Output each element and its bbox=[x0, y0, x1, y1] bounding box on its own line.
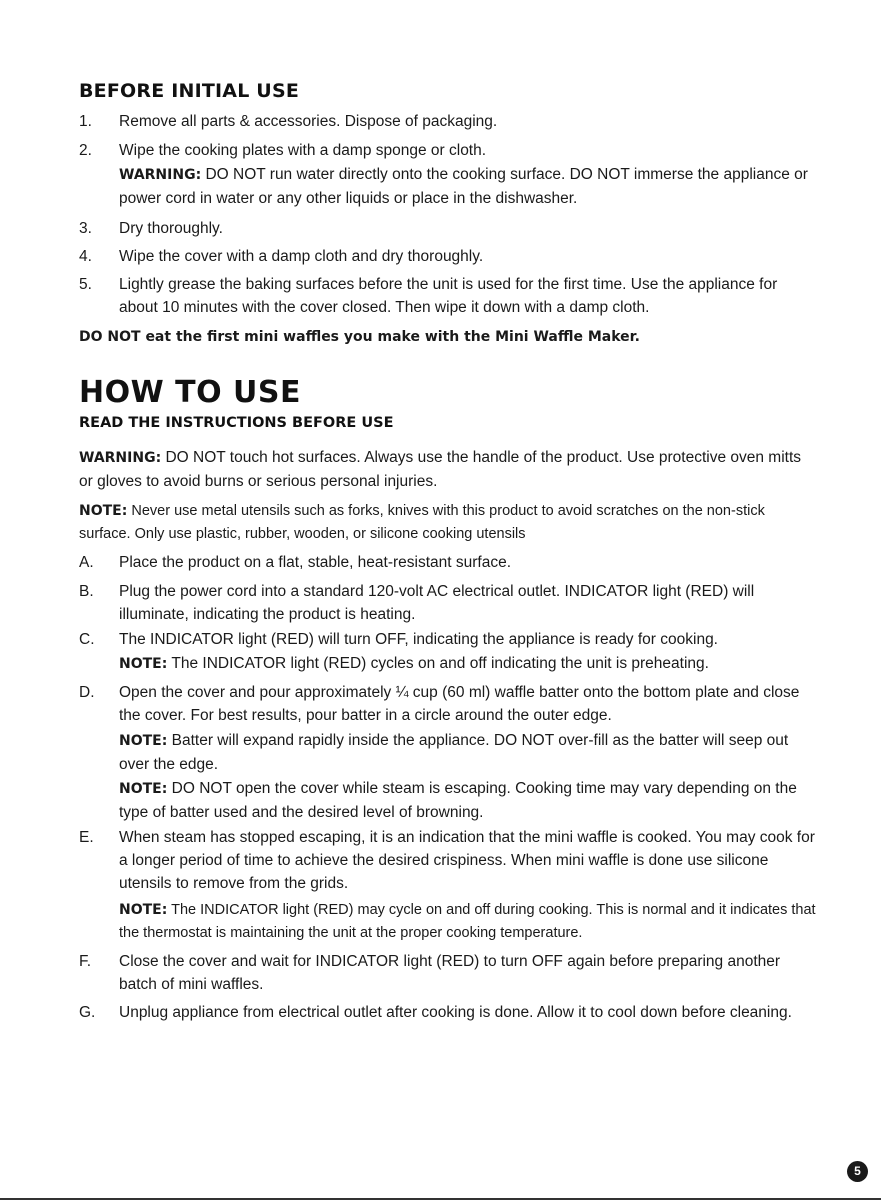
step-letter: D. bbox=[79, 684, 95, 701]
touch-warning bbox=[79, 446, 809, 493]
steam-note bbox=[119, 777, 819, 824]
note-text: DO NOT open the cover while steam is escaping. Cooking time may vary depending on the type of batter used and the desired level of browning. bbox=[119, 780, 797, 821]
step-text: Unplug appliance from electrical outlet after cooking is done. Allow it to cool down before cleaning. bbox=[119, 1004, 792, 1021]
step-text: Plug the power cord into a standard 120-volt AC electrical outlet. INDICATOR light (RED) will illuminate, indicating the product is heating. bbox=[119, 583, 755, 623]
step-text: Wipe the cooking plates with a damp sponge or cloth. bbox=[119, 142, 487, 159]
step-letter: G. bbox=[79, 1004, 96, 1021]
note-label: NOTE: bbox=[119, 656, 168, 672]
step-number: 4. bbox=[79, 248, 92, 265]
step-letter: E. bbox=[79, 829, 94, 846]
note-text: The INDICATOR light (RED) may cycle on and off during cooking. This is normal and it indicates that the thermostat is maintaining the unit at the proper cooking temperature. bbox=[119, 902, 816, 941]
thermostat-note bbox=[119, 899, 819, 945]
step-letter: A. bbox=[79, 554, 94, 571]
read-instructions-subheading: READ THE INSTRUCTIONS BEFORE USE bbox=[79, 415, 394, 431]
step-letter: F. bbox=[79, 953, 92, 970]
page-number-badge: 5 bbox=[847, 1161, 868, 1182]
step-text: Wipe the cover with a damp cloth and dry thoroughly. bbox=[119, 248, 484, 265]
how-to-use-heading: HOW TO USE bbox=[79, 375, 302, 410]
preheat-note bbox=[119, 652, 819, 676]
note-label: NOTE: bbox=[79, 503, 128, 519]
step-text: The INDICATOR light (RED) will turn OFF, indicating the appliance is ready for cooking. bbox=[119, 631, 718, 648]
note-text: Never use metal utensils such as forks, knives with this product to avoid scratches on the non-stick surface. Only use plastic, rubber, wooden, or silicone cooking utensils bbox=[79, 503, 765, 542]
overfill-note bbox=[119, 729, 819, 776]
first-waffle-warning: DO NOT eat the first mini waffles you make with the Mini Waffle Maker. bbox=[79, 329, 640, 345]
step-text: Remove all parts & accessories. Dispose of packaging. bbox=[119, 113, 498, 130]
step-letter: C. bbox=[79, 631, 95, 648]
warning-note bbox=[119, 163, 819, 210]
step-text: Lightly grease the baking surfaces before the unit is used for the first time. Use the appliance for about 10 minutes with the cover closed. Then wipe it down with a damp cloth. bbox=[119, 276, 778, 316]
warning-text: DO NOT touch hot surfaces. Always use the handle of the product. Use protective oven mitts or gloves to avoid burns or serious personal injuries. bbox=[79, 449, 802, 490]
warning-label: WARNING: bbox=[119, 167, 202, 183]
step-number: 5. bbox=[79, 276, 92, 293]
warning-text: DO NOT run water directly onto the cooking surface. DO NOT immerse the appliance or power cord in water or any other liquids or place in the dishwasher. bbox=[119, 166, 808, 207]
note-text: Batter will expand rapidly inside the appliance. DO NOT over-fill as the batter will seep out over the edge. bbox=[119, 732, 789, 773]
step-number: 2. bbox=[79, 142, 92, 159]
note-label: NOTE: bbox=[119, 902, 168, 918]
step-number: 1. bbox=[79, 113, 92, 130]
step-text: Close the cover and wait for INDICATOR light (RED) to turn OFF again before preparing another batch of mini waffles. bbox=[119, 953, 781, 993]
warning-label: WARNING: bbox=[79, 450, 162, 466]
step-number: 3. bbox=[79, 220, 92, 237]
step-text: When steam has stopped escaping, it is an indication that the mini waffle is cooked. You may cook for a longer period of time to achieve the desired crispiness. When mini waffle is done use silicone utensils to remove from the grids. bbox=[119, 829, 815, 892]
step-text: Open the cover and pour approximately ¼ cup (60 ml) waffle batter onto the bottom plate and close the cover. For best results, pour batter in a circle around the outer edge. bbox=[119, 684, 800, 724]
note-text: The INDICATOR light (RED) cycles on and off indicating the unit is preheating. bbox=[167, 655, 709, 672]
before-initial-use-heading: BEFORE INITIAL USE bbox=[79, 80, 300, 102]
step-text: Place the product on a flat, stable, heat-resistant surface. bbox=[119, 554, 512, 571]
note-label: NOTE: bbox=[119, 733, 168, 749]
footer-rule bbox=[0, 1198, 881, 1200]
utensils-note bbox=[79, 500, 809, 546]
step-text: Dry thoroughly. bbox=[119, 220, 223, 237]
step-letter: B. bbox=[79, 583, 94, 600]
note-label: NOTE: bbox=[119, 781, 168, 797]
